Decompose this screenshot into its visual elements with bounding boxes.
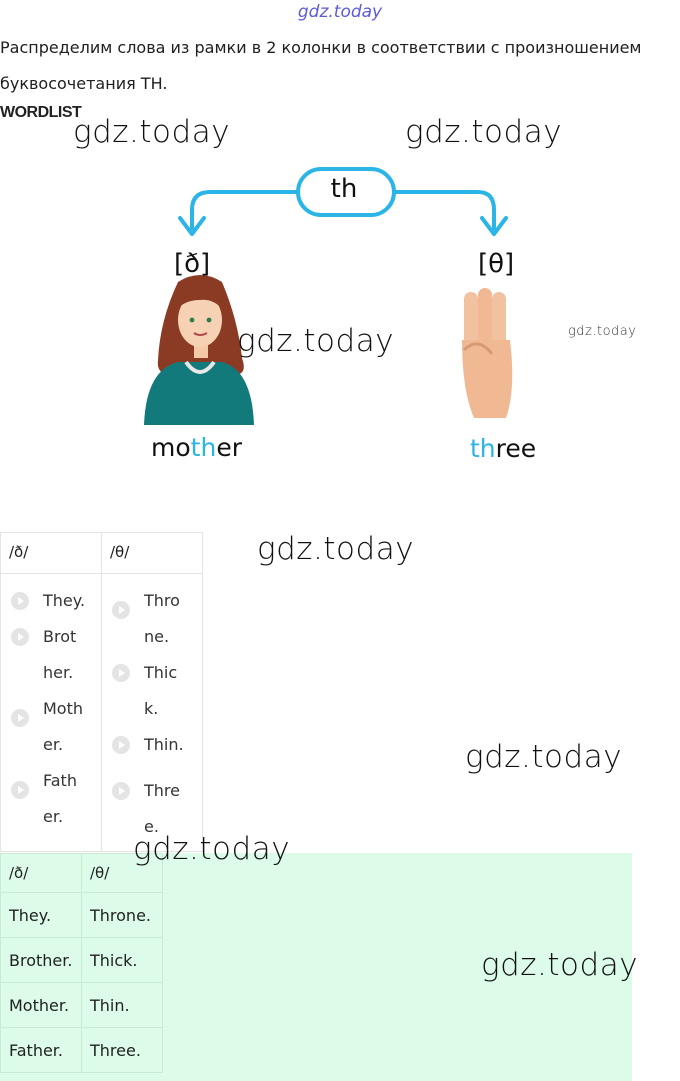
table-cell: Father. [1,1028,82,1073]
table-cell: Mother. [1,983,82,1028]
word-item: Mother. [43,699,84,754]
table-cell: Throne. [82,893,163,938]
site-logo[interactable]: gdz.today [297,2,383,22]
table-cell: They. [1,893,82,938]
word-item: Three. [144,781,180,836]
play-icon[interactable] [11,628,29,646]
word-item: They. [43,591,86,610]
play-icon[interactable] [11,592,29,610]
column-header-voiceless: /θ/ [82,854,163,893]
watermark: gdz.today [257,531,415,567]
watermark: gdz.today [481,947,639,983]
watermark: gdz.today [237,323,395,359]
th-label: th [330,174,358,204]
three-fingers-hand [462,288,512,418]
watermark: gdz.today [133,831,291,867]
word-item: Father. [43,771,77,826]
answer-table [0,853,163,1073]
play-icon[interactable] [11,709,29,727]
play-icon[interactable] [112,601,130,619]
wordlist-heading: WORDLIST [0,104,82,121]
word-three: three [470,434,537,463]
column-header-voiced: /ð/ [1,854,82,893]
watermark: gdz.today [405,114,563,150]
table-row [1,1028,163,1073]
watermark: gdz.today [73,114,231,150]
column-header-voiced: /ð/ [1,533,102,574]
word-mother: mother [151,433,242,462]
table-row [1,983,163,1028]
word-item: Throne. [144,591,180,646]
th-pronunciation-illustration [130,160,550,480]
table-cell: Thick. [82,938,163,983]
table-cell: Three. [82,1028,163,1073]
task-description: Распределим слова из рамки в 2 колонки в соответствии с произношением буквосочетания TH. [0,38,642,93]
table-row [1,893,163,938]
phoneme-voiced: [ð] [174,249,211,279]
play-icon[interactable] [112,782,130,800]
play-icon[interactable] [112,664,130,682]
word-item: Brother. [43,627,77,682]
column-header-voiceless: /θ/ [102,533,203,574]
word-item: Thick. [144,663,178,718]
word-item: Thin. [144,735,184,754]
table-cell: Thin. [82,983,163,1028]
play-icon[interactable] [112,736,130,754]
watermark: gdz.today [568,324,637,339]
phoneme-voiceless: [θ] [478,249,515,279]
watermark: gdz.today [465,739,623,775]
table-row [1,938,163,983]
audio-words-table [0,532,203,852]
table-cell: Brother. [1,938,82,983]
play-icon[interactable] [11,781,29,799]
